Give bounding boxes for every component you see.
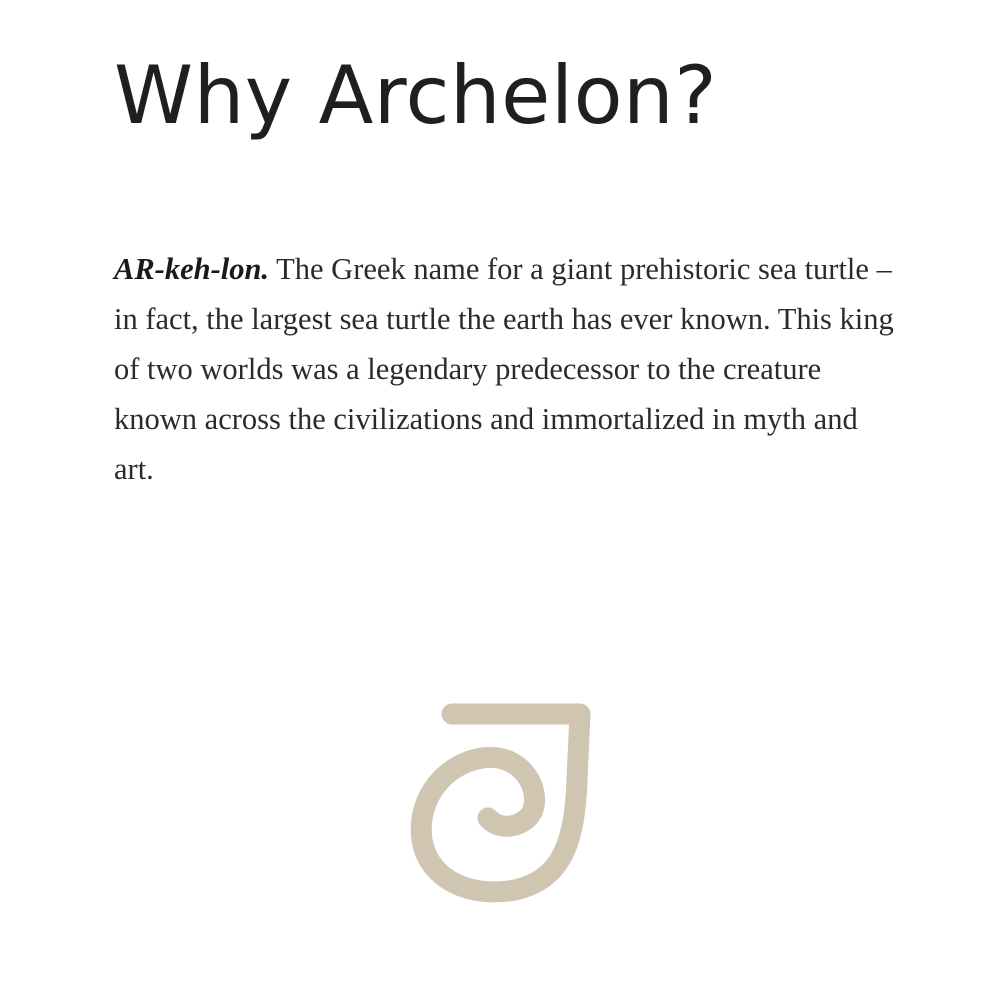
spiral-icon	[400, 690, 600, 910]
spiral-stroke	[421, 714, 580, 892]
page-title: Why Archelon?	[114, 49, 718, 142]
intro-text: The Greek name for a giant prehistoric sea turtle – in fact, the largest sea turtle the earth has ever known. This king of two worlds was a legendary predecessor to the creature known across the civilizations and immortalized in myth and art.	[114, 252, 894, 486]
pronunciation-term: AR-keh-lon.	[114, 252, 270, 286]
intro-paragraph	[114, 244, 904, 494]
